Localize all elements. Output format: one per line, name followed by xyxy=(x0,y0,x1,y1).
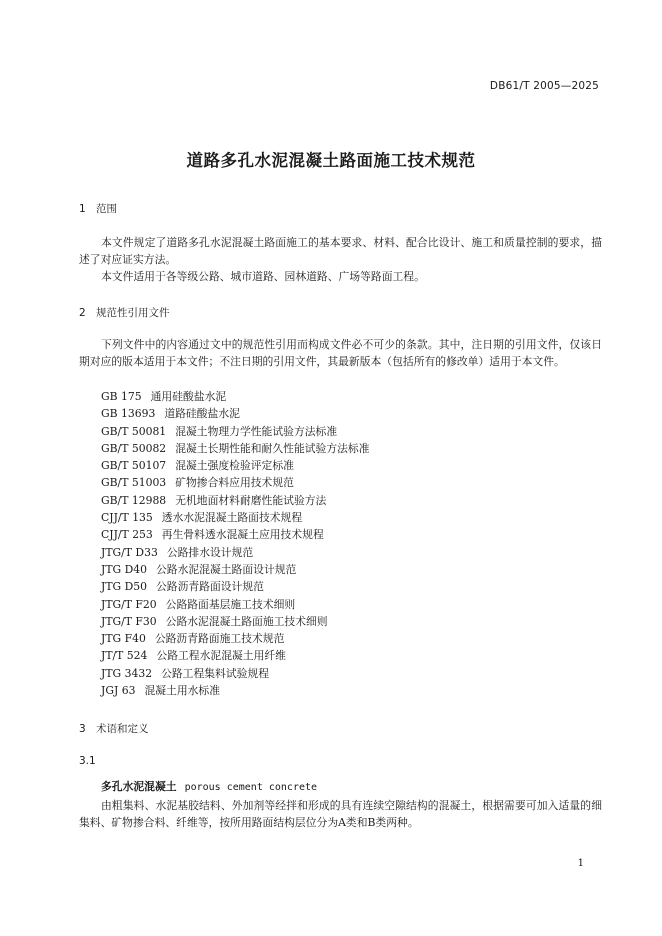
reference-item xyxy=(101,544,370,561)
section-title: 范围 xyxy=(96,203,117,215)
reference-code: JTG/T D33 xyxy=(101,545,158,559)
section-title: 规范性引用文件 xyxy=(96,307,170,319)
reference-item xyxy=(101,405,370,422)
reference-title: 混凝土物理力学性能试验方法标准 xyxy=(175,424,338,438)
section-title: 术语和定义 xyxy=(96,723,149,735)
reference-title: 公路排水设计规范 xyxy=(166,545,254,559)
reference-title: 矿物掺合料应用技术规范 xyxy=(175,476,294,490)
reference-title: 透水水泥混凝土路面技术规程 xyxy=(161,511,303,525)
reference-code: GB/T 50107 xyxy=(101,459,167,473)
reference-code: CJJ/T 135 xyxy=(101,511,153,525)
reference-code: JTG/T F20 xyxy=(101,597,157,611)
reference-title: 公路路面基层施工技术细则 xyxy=(165,597,296,611)
section-number: 2 xyxy=(79,307,86,319)
reference-title: 公路水泥混凝土路面施工技术细则 xyxy=(165,614,328,628)
reference-item xyxy=(101,596,370,613)
reference-code: JTG/T F30 xyxy=(101,614,157,628)
reference-list xyxy=(101,388,370,699)
reference-code: JT/T 524 xyxy=(101,649,148,663)
reference-code: JTG D40 xyxy=(101,562,147,576)
reference-code: GB/T 12988 xyxy=(101,493,167,507)
section-1-heading xyxy=(79,201,117,216)
reference-title: 道路硅酸盐水泥 xyxy=(164,407,240,421)
reference-code: GB/T 51003 xyxy=(101,476,167,490)
section-number: 3 xyxy=(79,723,86,735)
clause-number: 3.1 xyxy=(79,755,96,767)
reference-item xyxy=(101,457,370,474)
reference-title: 混凝土用水标准 xyxy=(144,684,221,698)
reference-item xyxy=(101,509,370,526)
reference-item xyxy=(101,440,370,457)
reference-item xyxy=(101,474,370,491)
reference-item xyxy=(101,561,370,578)
reference-title: 混凝土长期性能和耐久性能试验方法标准 xyxy=(175,441,370,455)
reference-title: 通用硅酸盐水泥 xyxy=(150,390,227,403)
reference-title: 无机地面材料耐磨性能试验方法 xyxy=(175,493,327,507)
reference-code: GB/T 50082 xyxy=(101,441,167,455)
document-code: DB61/T 2005—2025 xyxy=(489,80,599,92)
reference-code: JTG D50 xyxy=(101,580,147,594)
reference-code: GB 13693 xyxy=(101,407,156,421)
reference-code: GB 175 xyxy=(101,390,142,403)
reference-item xyxy=(101,492,370,509)
reference-title: 公路工程集料试验规程 xyxy=(161,666,270,680)
reference-title: 公路沥青路面施工技术规范 xyxy=(154,632,285,646)
reference-item xyxy=(101,682,370,699)
section-number: 1 xyxy=(79,203,86,215)
reference-item xyxy=(101,578,370,595)
section-3-heading xyxy=(79,721,149,736)
reference-title: 再生骨料透水混凝土应用技术规程 xyxy=(161,528,324,542)
reference-code: GB/T 50081 xyxy=(101,424,167,438)
reference-item xyxy=(101,630,370,647)
reference-title: 公路工程水泥混凝土用纤维 xyxy=(156,649,286,663)
scope-paragraph-2: 本文件适用于各等级公路、城市道路、园林道路、广场等路面工程。 xyxy=(101,270,425,283)
term-english: porous cement concrete xyxy=(184,782,318,793)
references-intro: 下列文件中的内容通过文中的规范性引用而构成文件必不可少的条款。其中，注日期的引用文件，仅该日期对应的版本适用于本文件；不注日期的引用文件，其最新版本（包括所有的修改单）适用于本文件。 xyxy=(79,338,602,369)
reference-item xyxy=(101,665,370,682)
term-line xyxy=(101,779,317,794)
reference-title: 公路水泥混凝土路面设计规范 xyxy=(155,562,297,576)
reference-item xyxy=(101,423,370,440)
reference-item xyxy=(101,388,370,405)
page-number: 1 xyxy=(577,858,584,869)
reference-title: 混凝土强度检验评定标准 xyxy=(175,459,294,473)
scope-paragraph-1: 本文件规定了道路多孔水泥混凝土路面施工的基本要求、材料、配合比设计、施工和质量控制的要求，描述了对应证实方法。 xyxy=(79,236,602,267)
reference-item xyxy=(101,613,370,630)
reference-code: CJJ/T 253 xyxy=(101,528,153,542)
term-definition: 由粗集料、水泥基胶结料、外加剂等经拌和形成的具有连续空隙结构的混凝土，根据需要可加入适量的细集料、矿物掺合料、纤维等，按所用路面结构层位分为A类和B类两种。 xyxy=(79,799,602,830)
section-2-heading xyxy=(79,305,170,320)
reference-code: JTG F40 xyxy=(101,632,146,646)
document-title: 道路多孔水泥混凝土路面施工技术规范 xyxy=(186,151,476,170)
reference-item xyxy=(101,647,370,664)
term-chinese: 多孔水泥混凝土 xyxy=(101,780,177,793)
reference-title: 公路沥青路面设计规范 xyxy=(155,580,264,594)
reference-code: JTG 3432 xyxy=(101,666,153,680)
reference-item xyxy=(101,526,370,543)
reference-code: JGJ 63 xyxy=(101,684,136,698)
